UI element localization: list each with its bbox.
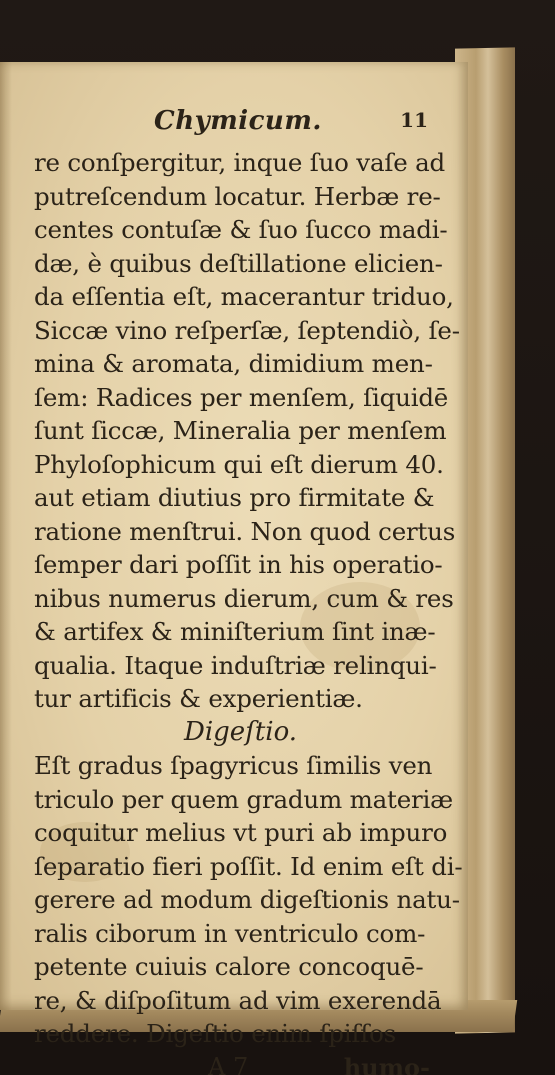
text-line: aut etiam diutius pro firmitate & xyxy=(34,483,435,512)
text-line: mina & aromata, dimidium men- xyxy=(34,349,433,378)
body-paragraph xyxy=(34,146,460,716)
text-line: ratione menſtrui. Non quod certus xyxy=(34,516,456,546)
text-line: petente cuiuis calore concoquē- xyxy=(34,952,424,981)
book-page xyxy=(0,62,468,1075)
text-line: & artifex & miniſterium ſint inæ- xyxy=(34,617,436,646)
text-line: ſunt ſiccæ, Mineralia per menſem xyxy=(34,416,447,445)
text-line: ſem: Radices per menſem, ſiquidē xyxy=(34,382,449,412)
section-paragraph xyxy=(34,749,463,1051)
text-line: qualia. Itaque induſtriæ relinqui- xyxy=(34,650,437,680)
text-line: re, & diſpoſitum ad vim exerendā xyxy=(34,985,442,1015)
text-line: reddere. Digeſtio enim ſpiſſos xyxy=(34,1019,396,1048)
text-line: tur artificis & experientiæ. xyxy=(34,684,363,713)
page-header xyxy=(34,106,434,146)
signature-mark: A 7 xyxy=(208,1052,249,1075)
text-line: da eſſentia eſt, macerantur triduo, xyxy=(34,282,454,311)
text-line: gerere ad modum digeſtionis natu- xyxy=(34,885,460,914)
text-line: Siccæ vino reſperſæ, ſeptendiò, ſe- xyxy=(34,315,460,345)
text-line: Phyloſophicum qui eſt dierum 40. xyxy=(34,449,444,479)
catchword: humo- xyxy=(343,1052,430,1075)
text-line: dæ, è quibus deſtillatione elicien- xyxy=(34,248,443,278)
text-line: Eſt gradus ſpagyricus ſimilis ven xyxy=(34,751,433,780)
section-heading: Digeſtio. xyxy=(184,716,298,747)
page-gutter-shadow xyxy=(0,62,12,1010)
text-line: nibus numerus dierum, cum & res xyxy=(34,583,454,613)
page-number: 11 xyxy=(400,108,428,132)
text-line: coquitur melius vt puri ab impuro xyxy=(34,818,448,847)
running-title: Chymicum. xyxy=(154,106,322,136)
text-line: ralis ciborum in ventriculo com- xyxy=(34,918,426,948)
page-text xyxy=(34,106,463,1075)
text-line: ſeparatio fieri poſſit. Id enim eſt di- xyxy=(34,851,463,881)
text-line: putreſcendum locatur. Herbæ re- xyxy=(34,181,441,211)
text-line: triculo per quem gradum materiæ xyxy=(34,784,453,814)
text-line: centes contuſæ & ſuo ſucco madi- xyxy=(34,215,448,244)
page-footer xyxy=(34,1053,434,1075)
text-line: re conſpergitur, inque ſuo vaſe ad xyxy=(34,148,445,177)
text-line: ſemper dari poſſit in his operatio- xyxy=(34,550,443,579)
